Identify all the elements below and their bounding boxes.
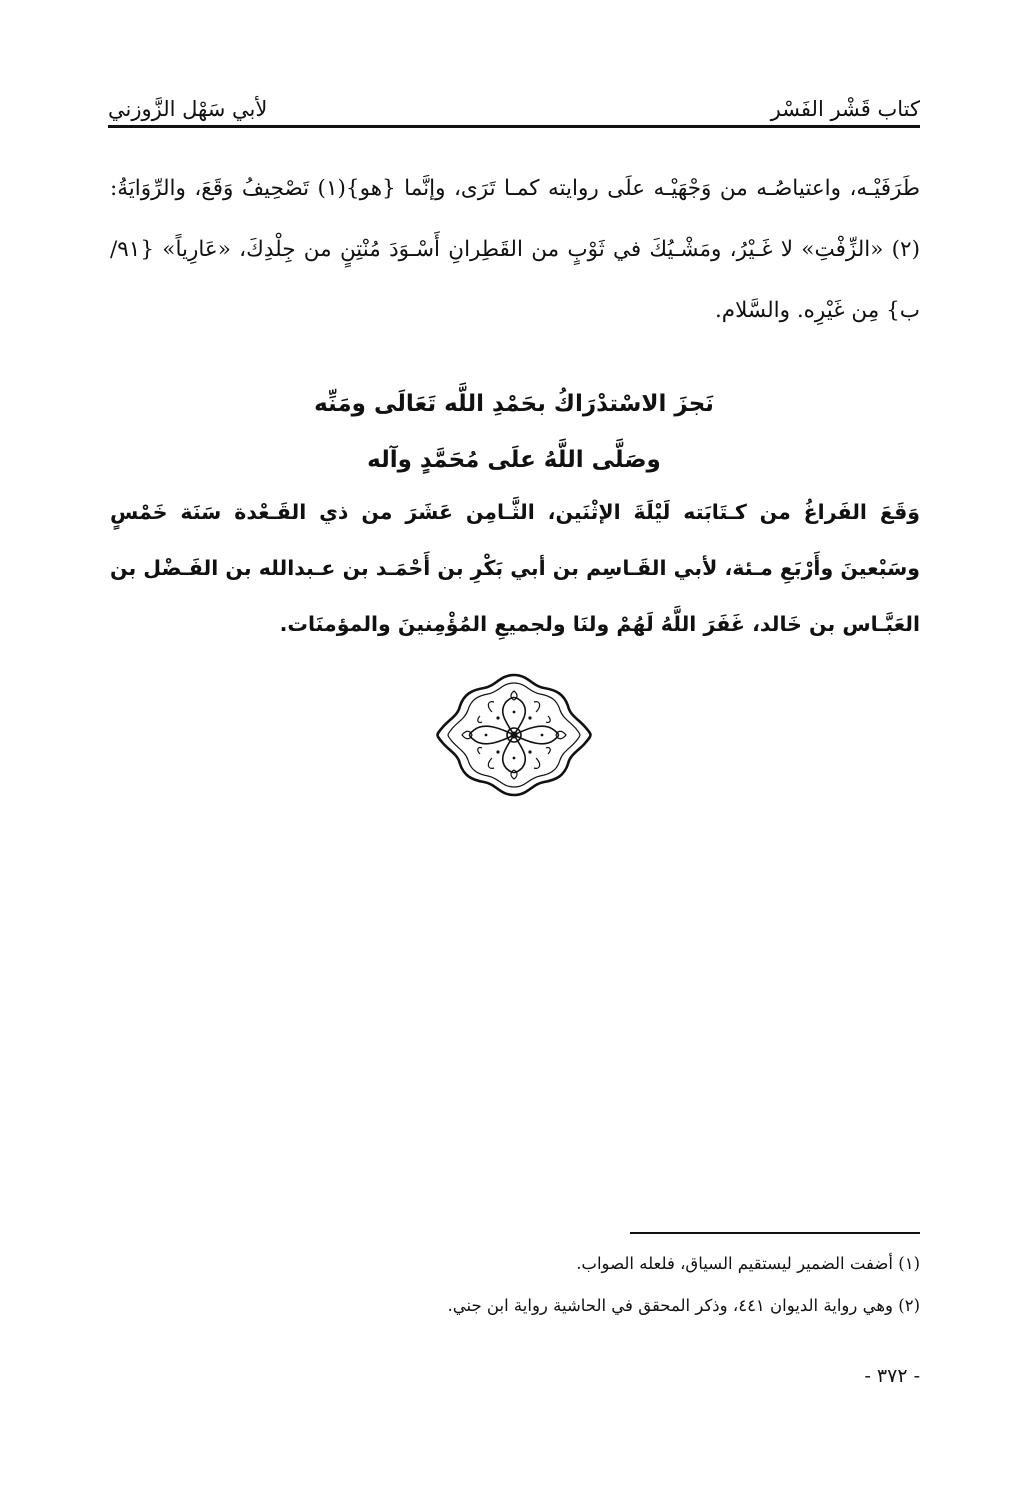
footnote-2: (٢) وهي رواية الديوان ٤٤١، وذكر المحقق في الحاشية رواية ابن جني. xyxy=(447,1296,920,1315)
running-header xyxy=(108,86,920,122)
colophon-title-line-1: نَجزَ الاسْتدْرَاكُ بحَمْدِ اللَّه تَعَالَى ومَنِّه xyxy=(314,391,714,417)
colophon-text: وَقَعَ الفَراغُ من كـتَابَته لَيْلَةَ الإثْنَين، الثَّـامِن عَشَرَ من ذي القَـعْدة سَنَة خَمْسٍ وسَبْعينَ وأَرْبَعِ مـئة، لأبي القَـاسِم بن أبي بَكْرِ بن أَحْمَـد بن عـبدالله بن الفَـضْل بن العَبَّـاس بن خَالد، غَفَرَ اللَّهُ لَهُمْ ولنَا ولجميعِ المُؤْمِنينَ والمؤمنَات. xyxy=(110,500,920,636)
arabesque-ornament-icon xyxy=(436,672,592,798)
footnote-rule xyxy=(630,1232,920,1234)
colophon-title-line-2: وصَلَّى اللَّهُ علَى مُحَمَّدٍ وآله xyxy=(367,447,661,473)
page-number: - ٣٧٢ - xyxy=(864,1365,920,1387)
colophon-title xyxy=(108,376,920,488)
header-rule xyxy=(108,125,920,128)
footnote-1: (١) أضفت الضمير ليستقيم السياق، فلعله الصواب. xyxy=(576,1254,920,1273)
header-author: لأبي سَهْل الزَّوزني xyxy=(108,96,268,121)
header-book-title: كتاب قَشْر الفَسْر xyxy=(770,96,920,121)
body-paragraph: طَرَفَيْـه، واعتياصُـه من وَجْهَيْـه علَى روايته كمـا تَرَى، وإنَّما {هو}(١) تَصْحِيفُ وَقَعَ، والرِّوَايَةُ:(٢) «الزِّفْتِ» لا غَـيْرُ، ومَشْـيُكَ في ثَوْبٍ من القَطِرانِ أَسْـوَدَ مُنْتِنٍ من جِلْدِكَ، «عَارِياً» {٩١/ ب} مِن غَيْرِه. والسَّلام. xyxy=(110,176,920,323)
footnotes xyxy=(108,1252,920,1336)
